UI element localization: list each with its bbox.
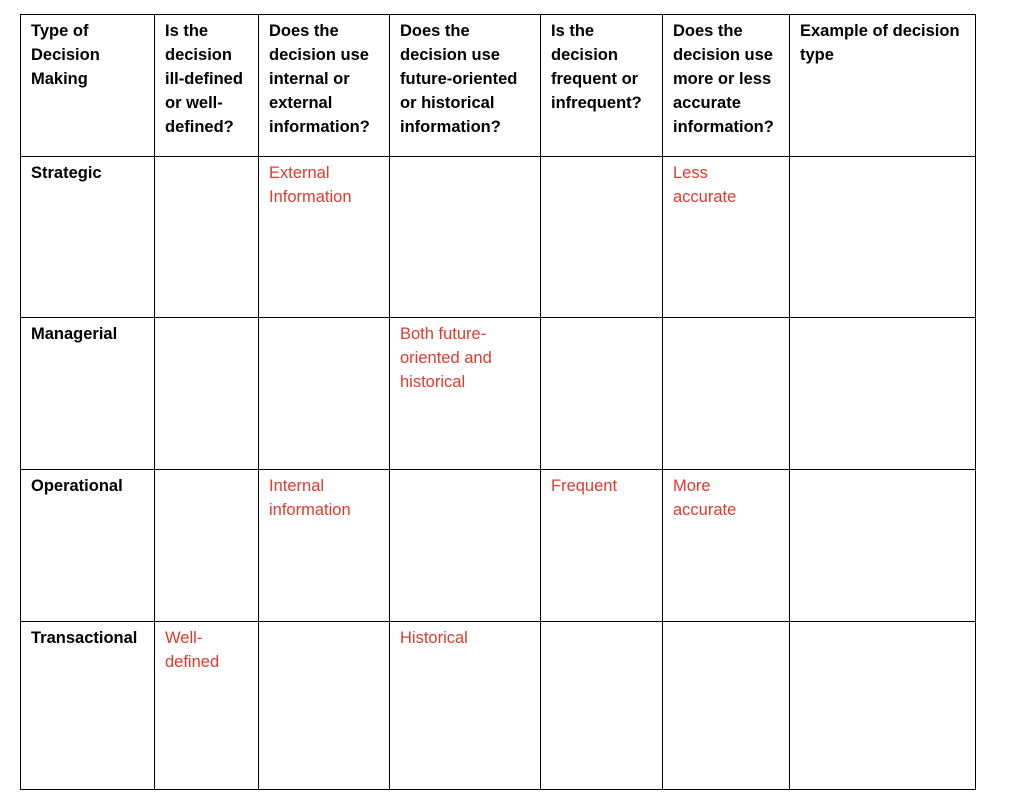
- table-cell: [790, 157, 976, 318]
- table-cell: [541, 622, 663, 790]
- header-frequent-or-infrequent: Is the decision frequent or infrequent?: [541, 15, 663, 157]
- table-row: [21, 622, 976, 790]
- table-cell: [390, 470, 541, 622]
- table-cell: Internal information: [259, 470, 390, 622]
- table-row: [21, 318, 976, 470]
- table-cell: [259, 622, 390, 790]
- table-header-row: [21, 15, 976, 157]
- row-label-strategic: Strategic: [21, 157, 155, 318]
- table-cell: More accurate: [663, 470, 790, 622]
- table-cell: [790, 318, 976, 470]
- table-cell: Well- defined: [155, 622, 259, 790]
- header-internal-or-external: Does the decision use internal or external information?: [259, 15, 390, 157]
- table-cell: External Information: [259, 157, 390, 318]
- decision-type-table: [20, 14, 976, 790]
- table-row: [21, 157, 976, 318]
- header-type-of-decision: Type of Decision Making: [21, 15, 155, 157]
- table-cell: [663, 622, 790, 790]
- table-cell: [541, 157, 663, 318]
- header-ill-or-well-defined: Is the decision ill-defined or well- defined?: [155, 15, 259, 157]
- table-cell: [541, 318, 663, 470]
- header-example: Example of decision type: [790, 15, 976, 157]
- table-cell: [790, 470, 976, 622]
- table-cell: [790, 622, 976, 790]
- row-label-managerial: Managerial: [21, 318, 155, 470]
- table-cell: [259, 318, 390, 470]
- table-cell: Frequent: [541, 470, 663, 622]
- table-cell: [155, 318, 259, 470]
- table-cell: [390, 157, 541, 318]
- table-cell: Both future- oriented and historical: [390, 318, 541, 470]
- table-cell: Less accurate: [663, 157, 790, 318]
- table-cell: [155, 157, 259, 318]
- row-label-transactional: Transactional: [21, 622, 155, 790]
- header-future-or-historical: Does the decision use future-oriented or historical information?: [390, 15, 541, 157]
- table-cell: [155, 470, 259, 622]
- row-label-operational: Operational: [21, 470, 155, 622]
- table-row: [21, 470, 976, 622]
- table-cell: [663, 318, 790, 470]
- header-more-or-less-accurate: Does the decision use more or less accurate information?: [663, 15, 790, 157]
- table-cell: Historical: [390, 622, 541, 790]
